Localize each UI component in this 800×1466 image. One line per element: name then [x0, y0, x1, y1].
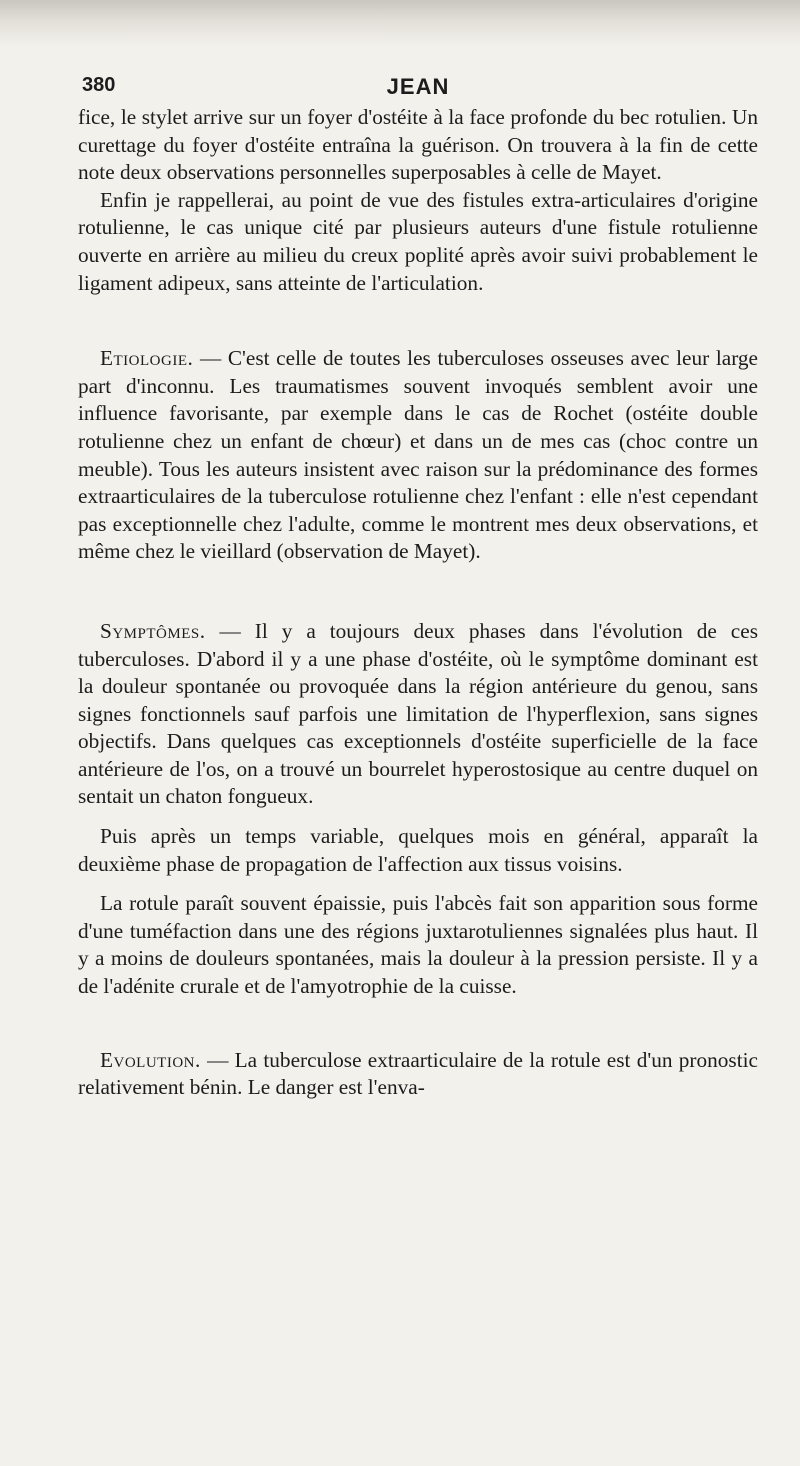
section-text-symptomes: — Il y a toujours deux phases dans l'évolution de ces tuberculoses. D'abord il y a une phase d'ostéite, où le symptôme dominant est la douleur spontanée ou provoquée dans la région antérieure du genou, sans signes fonctionnels sauf parfois une limitation de l'hyperflexion, sans signes objectifs. Dans quelques cas exceptionnels d'ostéite superficielle de la face antérieure de l'os, on a trouvé un bourrelet hyperostosique au centre duquel on sentait un chaton fongueux. — [78, 618, 758, 809]
running-head: JEAN — [386, 74, 450, 99]
page-header — [78, 64, 758, 104]
section-text-etiologie: — C'est celle de toutes les tuberculoses osseuses avec leur large part d'inconnu. Les traumatismes souvent invoqués semblent avoir une influence favorisante, par exemple dans le cas de Rochet (ostéite double rotulienne chez un enfant de chœur) et dans un de mes cas (choc contre un meuble). Tous les auteurs insistent avec raison sur la prédominance des formes extraarticulaires de la tuberculose rotulienne chez l'enfant : elle n'est cependant pas exceptionnelle chez l'adulte, comme le montrent mes deux observations, et même chez le vieillard (observation de Mayet). — [78, 346, 758, 564]
section-etiologie — [78, 345, 758, 566]
paragraph-puis: Puis après un temps variable, quelques mois en général, apparaît la deuxième phase de propagation de l'affection aux tissus voisins. — [78, 824, 758, 876]
section-symptomes — [78, 618, 758, 811]
section-title-etiologie: Etiologie. — [100, 346, 194, 371]
book-page — [78, 64, 758, 1102]
section-evolution — [78, 1047, 758, 1102]
scan-top-edge — [0, 0, 800, 46]
section-text-evolution: — La tuberculose extraarticulaire de la rotule est d'un pronostic relativement bénin. Le danger est l'enva- — [78, 1047, 759, 1100]
paragraph-continuation: fice, le stylet arrive sur un foyer d'ostéite à la face profonde du bec rotulien. Un curettage du foyer d'ostéite entraîna la guérison. On trouvera à la fin de cette note deux observations personnelles superposables à celle de Mayet. — [78, 105, 758, 185]
paragraph-fistules: Enfin je rappellerai, au point de vue des fistules extra-articulaires d'origine rotulienne, le cas unique cité par plusieurs auteurs d'une fistule rotulienne ouverte en arrière au milieu du creux poplité après avoir suivi probablement le ligament adipeux, sans atteinte de l'articulation. — [78, 187, 758, 295]
paragraph-rotule: La rotule paraît souvent épaissie, puis l'abcès fait son apparition sous forme d'une tuméfaction dans une des régions juxtarotuliennes signalées plus haut. Il y a moins de douleurs spontanées, mais la douleur à la pression persiste. Il y a de l'adénite crurale et de l'amyotrophie de la cuisse. — [78, 891, 758, 999]
page-number: 380 — [82, 74, 116, 96]
section-title-evolution: Evolution. — [100, 1047, 201, 1072]
section-title-symptomes: Symptômes. — [100, 618, 206, 643]
